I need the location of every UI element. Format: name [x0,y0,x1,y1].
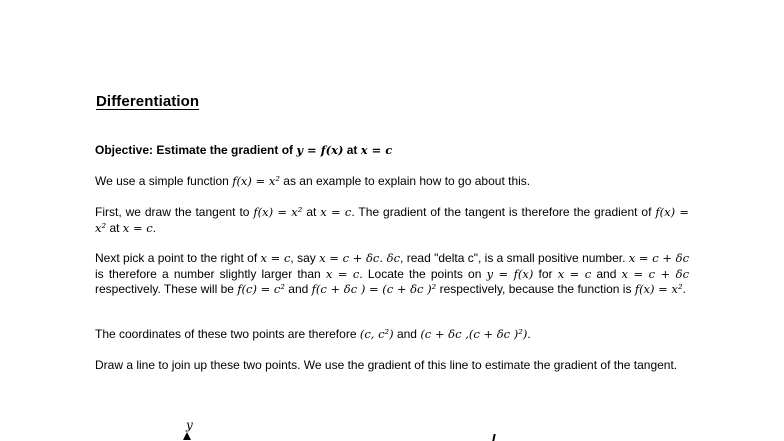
p2-math-3: f(x) = x² [95,205,689,235]
p4-text-3: . [527,327,531,341]
p3-text-11: . [682,282,686,296]
paragraph-delta-c [95,251,689,298]
p3-text-3: , read "delta c", is a small positive number. [400,251,629,265]
p3-math-7: x = c + δc [621,266,690,281]
p2-text-3: . The gradient of the tangent is therefore the gradient of [351,205,656,219]
p1-text-2: as an example to explain how to go about this. [279,174,531,188]
p3-math-3: x = c + δc [628,251,690,265]
p4-math-1: (c, c²) [359,327,394,341]
graph-y-axis-label: y [186,418,193,432]
p3-text-5: . Locate the points on [359,266,487,281]
p2-text-5: . [152,220,157,235]
p3-math-9: f(c + δc ) = (c + δc )² [311,282,437,296]
p2-math-1: f(x) = x² [253,205,303,219]
objective-middle: at [343,143,361,157]
objective-expr-point: x = c [360,143,393,157]
objective-prefix: Objective: Estimate the gradient of [95,143,297,157]
objective-expr-function: y = f(x) [296,143,344,157]
p1-math-1: f(x) = x² [232,174,280,188]
p3-math-2: x = c + δc. δc [319,251,401,265]
p3-math-10: f(x) = x² [634,282,683,296]
graph-y-axis-arrow-icon [183,432,191,440]
p3-text-7: and [591,266,622,281]
p3-text-10: respectively, because the function is [436,282,635,296]
p2-math-4: x = c [122,220,153,235]
p3-text-1: Next pick a point to the right of [95,251,261,265]
p3-text-2: , say [290,251,320,265]
page-title: Differentiation [96,93,200,110]
graph-curve-fragment [492,434,495,441]
paragraph-coordinates [95,327,689,343]
p2-math-2: x = c [320,205,352,219]
p3-math-4: x = c [325,266,360,281]
p4-text-2: and [393,327,421,341]
p3-math-5: y = f(x) [486,266,534,281]
p4-math-2: (c + δc ,(c + δc )²) [420,327,528,341]
p3-math-6: x = c [557,266,592,281]
p3-text-6: for [533,266,558,281]
p1-text-1: We use a simple function [95,174,233,188]
p3-text-8: respectively. These will be [95,282,238,296]
p3-text-9: and [284,282,312,296]
p3-text-4: is therefore a number slightly larger than [95,266,326,281]
p3-math-8: f(c) = c² [237,282,285,296]
p4-text-1: The coordinates of these two points are therefore [95,327,360,341]
paragraph-draw-line: Draw a line to join up these two points. We use the gradient of this line to estimate the gradient of the tangent. [95,358,678,372]
p2-text-4: at [106,220,123,235]
p3-math-1: x = c [260,251,291,265]
p2-text-1: First, we draw the tangent to [95,205,254,219]
p2-text-2: at [302,205,321,219]
objective-line [95,143,689,159]
paragraph-intro [95,174,689,190]
paragraph-tangent [95,205,689,236]
